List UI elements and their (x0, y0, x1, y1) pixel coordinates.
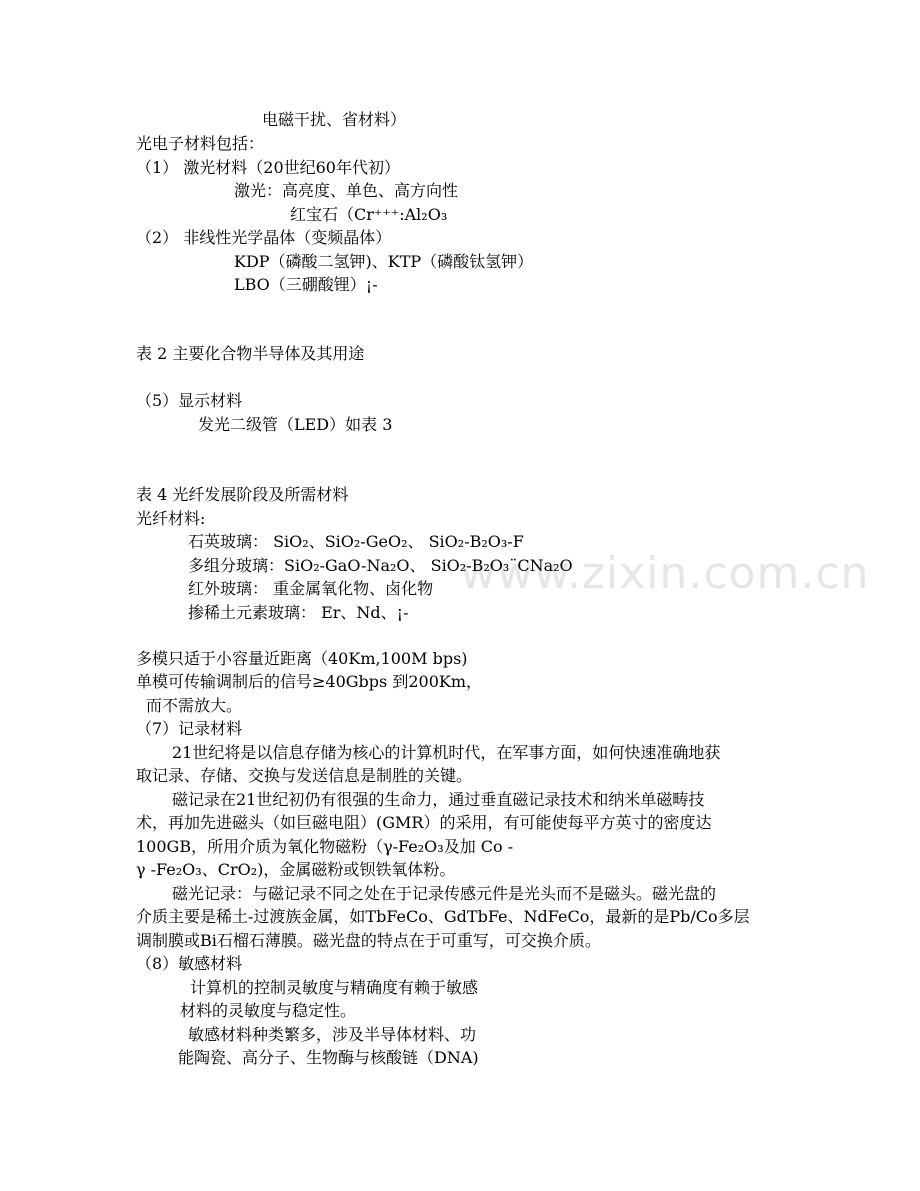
text-line: 激光：高亮度、单色、高方向性 (234, 181, 459, 200)
paragraph-line: 计算机的控制灵敏度与精确度有赖于敏感 (190, 978, 479, 997)
text-line: （1） 激光材料（20世纪60年代初） (136, 158, 400, 177)
text-line: 多模只适于小容量近距离（40Km,100M bps) (136, 649, 468, 668)
paragraph-line: 能陶瓷、高分子、生物酶与核酸链（DNA) (178, 1048, 479, 1067)
text-line: LBO（三硼酸锂）¡- (234, 275, 378, 294)
text-line: 掺稀土元素玻璃： Er、Nd、¡- (188, 603, 409, 622)
text-line: 光电子材料包括： (136, 134, 265, 153)
paragraph-line: 敏感材料种类繁多，涉及半导体材料、功 (188, 1025, 477, 1044)
section-heading: （8）敏感材料 (136, 954, 243, 973)
paragraph-line: 调制膜或Bi石榴石薄膜。磁光盘的特点在于可重写，可交换介质。 (136, 931, 601, 950)
watermark: www.zixin.com.cn (460, 548, 870, 599)
text-line: KDP（磷酸二氢钾)、KTP（磷酸钛氢钾） (234, 252, 534, 271)
paragraph-line: 磁光记录：与磁记录不同之处在于记录传感元件是光头而不是磁头。磁光盘的 (172, 884, 717, 903)
text-line: 石英玻璃： SiO₂、SiO₂-GeO₂、 SiO₂-B₂O₃-F (188, 532, 524, 551)
paragraph-line: 取记录、存储、交换与发送信息是制胜的关键。 (136, 766, 473, 785)
paragraph-line: 21世纪将是以信息存储为核心的计算机时代，在军事方面，如何快速准确地获 (172, 743, 721, 762)
paragraph-line: 术，再加先进磁头（如巨磁电阻）(GMR）的采用，有可能使每平方英寸的密度达 (136, 813, 712, 832)
table-caption: 表 4 光纤发展阶段及所需材料 (136, 485, 349, 504)
text-line: 电磁干扰、省材料） (262, 110, 407, 129)
section-heading: （5）显示材料 (136, 391, 243, 410)
text-line: （2） 非线性光学晶体（变频晶体） (136, 228, 392, 247)
text-line: 红外玻璃： 重金属氧化物、卤化物 (188, 579, 434, 598)
table-caption: 表 2 主要化合物半导体及其用途 (136, 344, 365, 363)
text-line: 多组分玻璃：SiO₂-GaO-Na₂O、 SiO₂-B₂O₃¨CNa₂O (188, 556, 573, 575)
paragraph-line: 磁记录在21世纪初仍有很强的生命力，通过垂直磁记录技术和纳米单磁畴技 (172, 790, 705, 809)
text-line: 发光二级管（LED）如表 3 (198, 415, 393, 434)
section-heading: （7）记录材料 (136, 719, 243, 738)
paragraph-line: 100GB，所用介质为氧化物磁粉（γ-Fe₂O₃及加 Co - (136, 837, 514, 856)
paragraph-line: γ -Fe₂O₃、CrO₂)，金属磁粉或钡铁氧体粉。 (136, 860, 456, 879)
paragraph-line: 材料的灵敏度与稳定性。 (180, 1001, 357, 1020)
text-line: 红宝石（Cr⁺⁺⁺:Al₂O₃ (290, 205, 448, 224)
text-line: 单模可传输调制后的信号≥40Gbps 到200Km， (136, 672, 482, 691)
text-line: 光纤材料: (136, 509, 206, 528)
text-line: 而不需放大。 (146, 696, 243, 715)
paragraph-line: 介质主要是稀土-过渡族金属，如TbFeCo、GdTbFe、NdFeCo，最新的是Pb/Co多层 (136, 907, 750, 926)
